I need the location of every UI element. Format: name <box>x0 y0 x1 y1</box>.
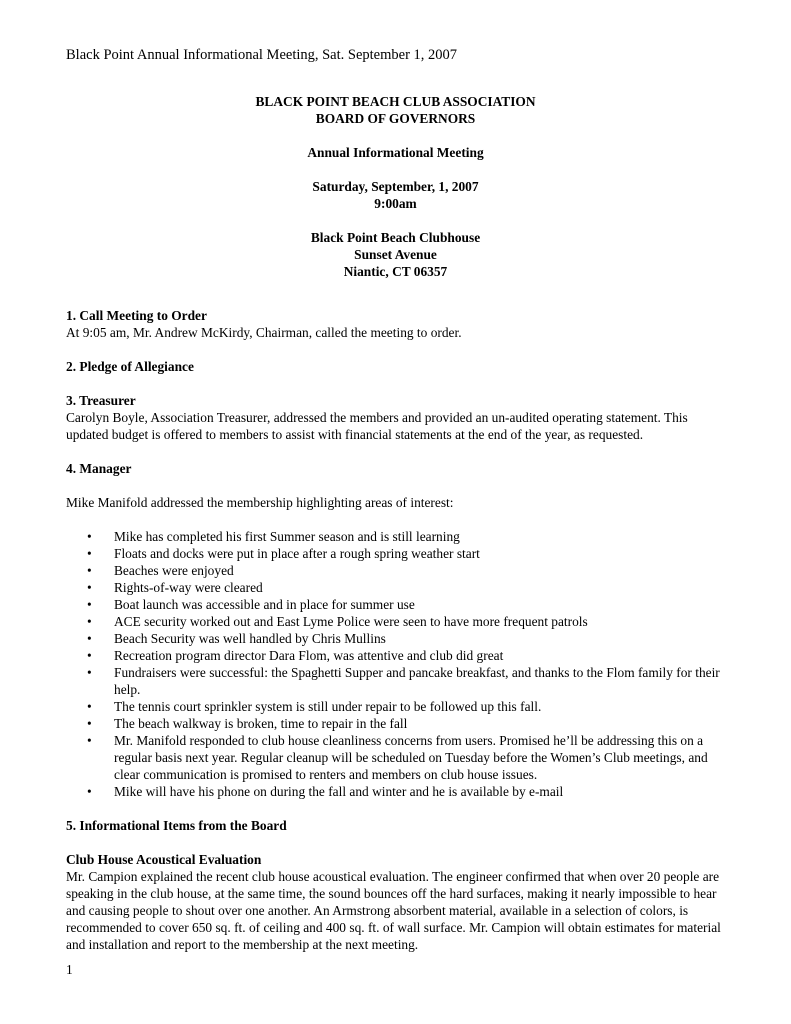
section-heading-call-to-order: 1. Call Meeting to Order <box>66 308 207 323</box>
list-item: • The tennis court sprinkler system is still under repair to be followed up this fall. <box>87 699 542 714</box>
bullet-icon: • <box>87 529 92 544</box>
bullet-icon: • <box>87 631 92 646</box>
list-item: • Mike has completed his first Summer season and is still learning <box>87 529 460 544</box>
bullet-icon: • <box>87 614 92 629</box>
meeting-heading <box>0 144 791 161</box>
bullet-icon: • <box>87 648 92 663</box>
section-text-treasurer: Carolyn Boyle, Association Treasurer, addressed the members and provided an un-audited operating statement. This updated budget is offered to members to assist with financial statements at the end of the year, as requested. <box>66 410 688 442</box>
list-item: • Floats and docks were put in place after a rough spring weather start <box>87 546 480 561</box>
section-heading-pledge: 2. Pledge of Allegiance <box>66 359 194 374</box>
running-header: Black Point Annual Informational Meeting, Sat. September 1, 2007 <box>66 47 458 63</box>
org-line-2: BOARD OF GOVERNORS <box>315 111 476 126</box>
bullet-icon: • <box>87 716 92 731</box>
meeting-date: Saturday, September, 1, 2007 <box>312 179 479 194</box>
venue-street: Sunset Avenue <box>354 247 437 262</box>
list-item: • Rights-of-way were cleared <box>87 580 263 595</box>
list-item: • Boat launch was accessible and in place for summer use <box>87 597 415 612</box>
meeting-title: Annual Informational Meeting <box>307 145 484 160</box>
title-block <box>0 93 791 297</box>
list-item: • Beach Security was well handled by Chris Mullins <box>87 631 386 646</box>
list-item: • The beach walkway is broken, time to repair in the fall <box>87 716 408 731</box>
section-heading-manager: 4. Manager <box>66 461 132 476</box>
list-item: • Mr. Manifold responded to club house cleanliness concerns from users. Promised he’ll be addressing this on a regular basis next year. Regular cleanup will be scheduled on Tuesday before the Women’s Club meetings, and clear communication is promised to renters and members on club house issues. <box>87 733 708 782</box>
subsection-heading-acoustical: Club House Acoustical Evaluation <box>66 852 262 867</box>
bullet-icon: • <box>87 699 92 714</box>
meeting-time: 9:00am <box>374 196 417 211</box>
bullet-icon: • <box>87 733 92 748</box>
bullet-icon: • <box>87 546 92 561</box>
list-item: • Mike will have his phone on during the fall and winter and he is available by e-mail <box>87 784 564 799</box>
org-line-1: BLACK POINT BEACH CLUB ASSOCIATION <box>255 94 536 109</box>
bullet-icon: • <box>87 597 92 612</box>
venue-name: Black Point Beach Clubhouse <box>310 230 481 245</box>
section-intro-manager: Mike Manifold addressed the membership highlighting areas of interest: <box>66 495 454 510</box>
organization-heading <box>0 93 791 127</box>
venue-city: Niantic, CT 06357 <box>343 264 448 279</box>
manager-bullet-list <box>66 528 726 800</box>
section-text-call-to-order: At 9:05 am, Mr. Andrew McKirdy, Chairman, called the meeting to order. <box>66 325 462 340</box>
list-item: • Fundraisers were successful: the Spaghetti Supper and pancake breakfast, and thanks to the Flom family for their help. <box>87 665 720 697</box>
minutes-body <box>66 307 726 953</box>
list-item: • Recreation program director Dara Flom, was attentive and club did great <box>87 648 504 663</box>
meeting-location <box>0 229 791 280</box>
page-number: 1 <box>66 962 73 977</box>
bullet-icon: • <box>87 784 92 799</box>
section-heading-treasurer: 3. Treasurer <box>66 393 136 408</box>
subsection-text-acoustical: Mr. Campion explained the recent club house acoustical evaluation. The engineer confirmed that when over 20 people are speaking in the club house, at the same time, the sound bounces off the hard surfaces, making it nearly impossible to hear and causing people to shout over one another. An Armstrong absorbent material, available in a selection of colors, is recommended to cover 650 sq. ft. of ceiling and 400 sq. ft. of wall surface. Mr. Campion will obtain estimates for material and installation and report to the membership at the next meeting. <box>66 869 721 952</box>
bullet-icon: • <box>87 580 92 595</box>
section-heading-board-items: 5. Informational Items from the Board <box>66 818 287 833</box>
list-item: • Beaches were enjoyed <box>87 563 234 578</box>
bullet-icon: • <box>87 563 92 578</box>
meeting-datetime <box>0 178 791 212</box>
list-item: • ACE security worked out and East Lyme Police were seen to have more frequent patrols <box>87 614 588 629</box>
bullet-icon: • <box>87 665 92 680</box>
